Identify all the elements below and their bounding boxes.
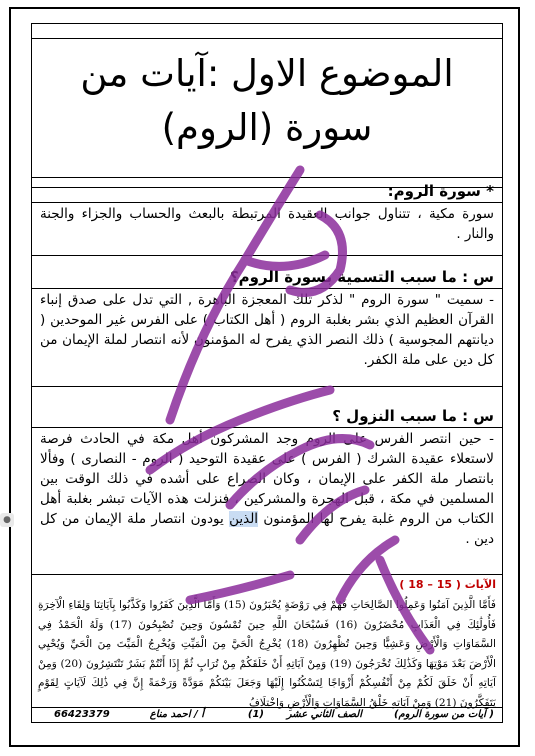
divider: [32, 255, 502, 256]
ayat-heading: الآيات ( 15 – 18 ): [399, 578, 496, 591]
naming-reason: - سميت " سورة الروم " لذكر تلك المعجزة الباهرة , التي تدل على صدق إنباء القرآن العظيم الذي بشر بغلبة الروم ( أهل الكتاب ) على الفرس غير الموحدين ( ديانتهم المجوسية ) ذلك النصر الذي يفرح له المؤمنون لأنه انتصار لملة الإيمان من كل دين على ملة الكفر.: [40, 292, 494, 368]
page-title: الموضوع الاول :آيات من سورة (الروم): [80, 52, 454, 149]
surah-description: سورة مكية ، تتناول جوانب العقيدة المرتبطة بالبعث والحساب والجزاء والجنة والنار .: [40, 206, 494, 242]
footer-subject: (آيات من سورة الروم ): [393, 709, 494, 720]
footer-author: أ / احمد مناع: [149, 709, 204, 720]
revelation-text-part2: يودون انتصار ملة الإيمان من كل دين .: [40, 511, 494, 547]
revelation-reason: [40, 429, 494, 549]
ayat-text: فَأَمَّا الَّذِينَ آمَنُوا وَعَمِلُوا الصَّالِحَاتِ فَهُمْ فِي رَوْضَةٍ يُحْبَرُونَ (15) وَأَمَّا الَّذِينَ كَفَرُوا وَكَذَّبُوا بِآيَاتِنَا وَلِقَاءِ الْآخِرَةِ فَأُولَٰئِكَ فِي الْعَذَابِ مُحْضَرُونَ (16) فَسُبْحَانَ اللَّهِ حِينَ تُمْسُونَ وَحِينَ تُصْبِحُونَ (17) وَلَهُ الْحَمْدُ فِي السَّمَاوَاتِ وَالْأَرْضِ وَعَشِيًّا وَحِينَ تُظْهِرُونَ (18) يُخْرِجُ الْحَيَّ مِنَ الْمَيِّتِ وَيُخْرِجُ الْمَيِّتَ مِنَ الْحَيِّ وَيُحْيِي الْأَرْضَ بَعْدَ مَوْتِهَا وَكَذَٰلِكَ تُخْرَجُونَ (19) وَمِنْ آيَاتِهِ أَنْ خَلَقَكُمْ مِنْ تُرَابٍ ثُمَّ إِذَا أَنْتُمْ بَشَرٌ تَنْتَشِرُونَ (20) وَمِنْ آيَاتِهِ أَنْ خَلَقَ لَكُمْ مِنْ أَنْفُسِكُمْ أَزْوَاجًا لِتَسْكُنُوا إِلَيْهَا وَجَعَلَ بَيْنَكُمْ مَوَدَّةً وَرَحْمَةً إِنَّ فِي ذَٰلِكَ لَآيَاتٍ لِقَوْمٍ يَتَفَكَّرُونَ (21) وَمِنْ آيَاتِهِ خَلْقُ السَّمَاوَاتِ وَالْأَرْضِ وَاخْتِلَافُ: [38, 599, 496, 709]
footer-grade: الصف الثاني عشر: [286, 709, 362, 720]
section-heading-revelation: س : ما سبب النزول ؟: [332, 407, 494, 425]
highlighted-word: الذين: [229, 511, 259, 527]
chat-icon[interactable]: ●: [0, 513, 14, 527]
page-footer: [32, 707, 502, 723]
footer-page-number: (1): [247, 709, 264, 720]
divider: [32, 202, 502, 203]
divider: [32, 288, 502, 289]
title-box: [32, 38, 502, 178]
revelation-text-part1: - حين انتصر الفرس على الروم وجد المشركون أهل مكة في الحادث فرصة لاستعلاء عقيدة الشرك ( الفرس ) على عقيدة التوحيد ( الروم - النصارى ) وفألا بانتصار ملة الكفر على الإيمان ، وكان الصراع على أشده في ذلك الوقت بين المسلمين في مكة ، قبل الهجرة والمشركين ، فنزلت هذه الآيات تبشر بغلبة أهل الكتاب من الروم غلبة يفرح لها المؤمنون: [40, 431, 494, 527]
document-page: [31, 23, 503, 723]
section-heading-naming: س : ما سبب التسمية بسورة الروم؟: [229, 268, 494, 286]
divider: [32, 574, 502, 575]
section-heading-surah: * سورة الروم:: [387, 182, 494, 200]
footer-phone: 66423379: [54, 709, 110, 720]
divider: [32, 386, 502, 387]
divider: [32, 427, 502, 428]
